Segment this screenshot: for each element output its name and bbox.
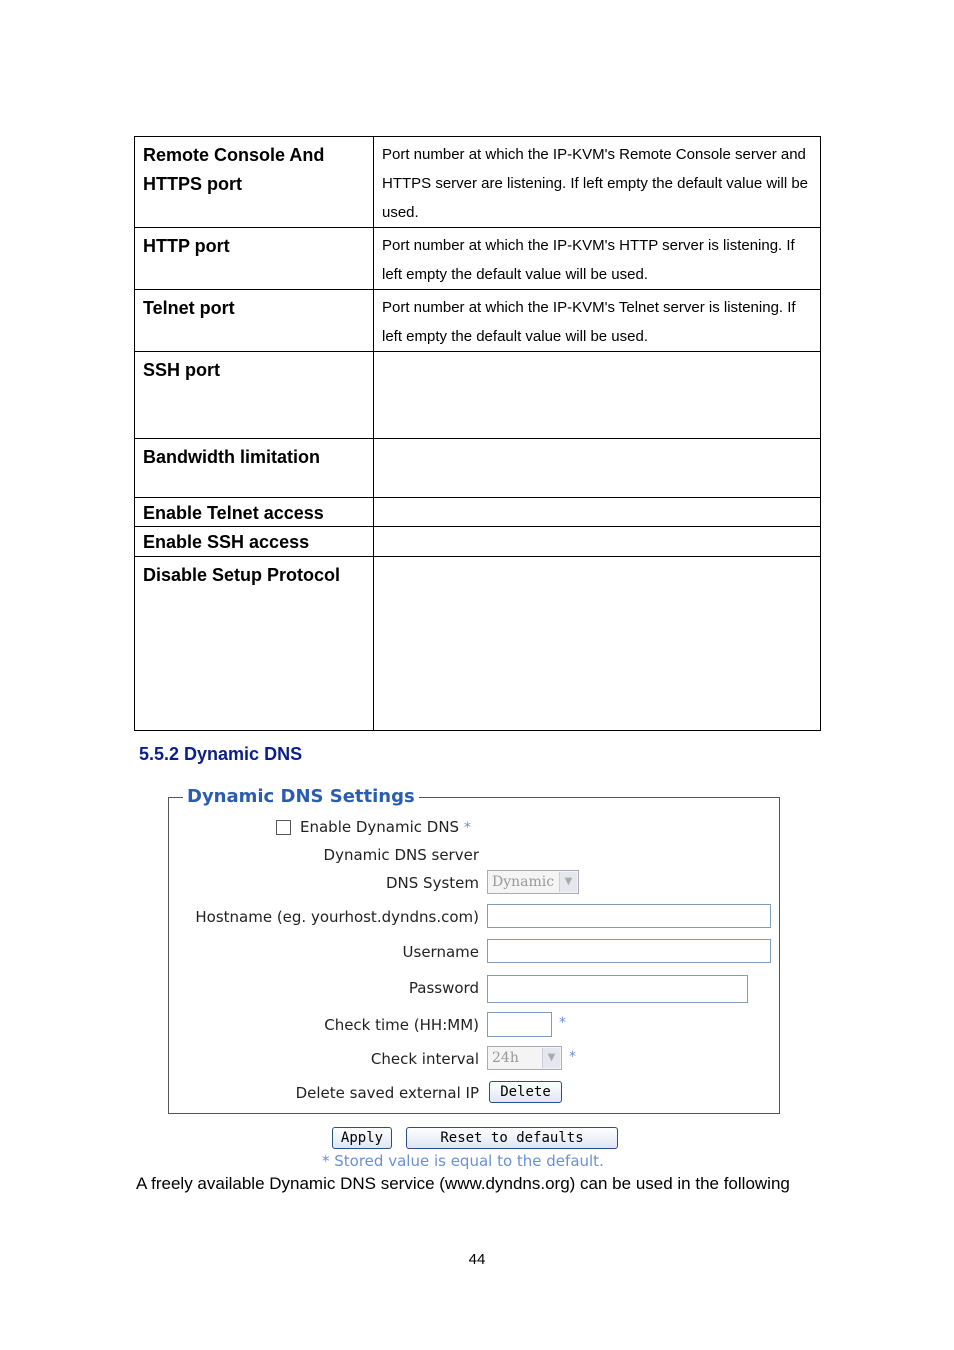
username-row: [169, 939, 779, 965]
chevron-down-icon: ▼: [559, 872, 577, 892]
row-name: SSH port: [135, 352, 374, 439]
username-label: Username: [402, 943, 479, 961]
row-description: Port number at which the IP-KVM's HTTP server is listening. If left empty the default value will be used.: [374, 228, 821, 290]
row-name: HTTP port: [135, 228, 374, 290]
page-number: 44: [468, 1251, 486, 1268]
delete-row: [169, 1080, 779, 1106]
table-row: [135, 527, 821, 557]
required-marker: *: [569, 1049, 576, 1065]
dns-system-select[interactable]: [487, 870, 579, 894]
system-row: [169, 870, 779, 896]
section-heading: 5.5.2 Dynamic DNS: [139, 744, 303, 764]
dns-system-label: DNS System: [386, 874, 479, 892]
hostname-row: [169, 904, 779, 930]
dns-system-value: Dynamic: [492, 874, 555, 890]
table-row: [135, 557, 821, 731]
password-row: [169, 975, 779, 1001]
check-interval-row: [169, 1046, 779, 1072]
enable-dynamic-dns-checkbox[interactable]: [276, 820, 291, 835]
table-row: [135, 439, 821, 498]
table-row: [135, 290, 821, 352]
hostname-label: Hostname (eg. yourhost.dyndns.com): [195, 908, 479, 926]
row-name: Telnet port: [135, 290, 374, 352]
check-interval-select[interactable]: [487, 1046, 562, 1070]
apply-button[interactable]: Apply: [332, 1127, 392, 1149]
check-time-row: [169, 1012, 779, 1038]
row-name: Bandwidth limitation: [135, 439, 374, 498]
settings-legend: Dynamic DNS Settings: [183, 787, 419, 807]
row-description: [374, 557, 821, 731]
row-description: [374, 439, 821, 498]
password-label: Password: [408, 979, 479, 997]
row-description: [374, 498, 821, 527]
enable-label-text: Enable Dynamic DNS: [300, 818, 460, 836]
delete-ip-label: Delete saved external IP: [295, 1084, 479, 1102]
row-name: Disable Setup Protocol: [135, 557, 374, 731]
check-time-label: Check time (HH:MM): [324, 1016, 479, 1034]
enable-dynamic-dns-label: [300, 814, 471, 841]
delete-button[interactable]: Delete: [489, 1081, 562, 1103]
table-row: [135, 498, 821, 527]
check-time-input[interactable]: [487, 1012, 552, 1037]
row-description: [374, 527, 821, 557]
check-interval-value: 24h: [492, 1050, 519, 1066]
settings-table: [134, 136, 821, 731]
username-input[interactable]: [487, 939, 771, 963]
table-row: [135, 352, 821, 439]
row-name: Enable SSH access: [135, 527, 374, 557]
chevron-down-icon: ▼: [542, 1048, 560, 1068]
dynamic-dns-settings: [168, 786, 780, 1114]
row-description: [374, 352, 821, 439]
row-name: Enable Telnet access: [135, 498, 374, 527]
table-row: [135, 137, 821, 228]
password-input[interactable]: [487, 975, 748, 1003]
row-description: Port number at which the IP-KVM's Remote Console server and HTTPS server are listening. If left empty the default value will be used.: [374, 137, 821, 228]
enable-row: [169, 814, 779, 840]
server-row: [169, 842, 779, 868]
row-name: Remote Console And HTTPS port: [135, 137, 374, 228]
required-marker: *: [463, 820, 471, 836]
default-value-note: * Stored value is equal to the default.: [322, 1152, 604, 1170]
required-marker: *: [559, 1015, 566, 1031]
check-interval-label: Check interval: [370, 1050, 479, 1068]
dns-server-label: Dynamic DNS server: [323, 846, 479, 864]
hostname-input[interactable]: [487, 904, 771, 928]
body-paragraph: A freely available Dynamic DNS service (www.dyndns.org) can be used in the following: [136, 1174, 790, 1193]
row-description: Port number at which the IP-KVM's Telnet server is listening. If left empty the default value will be used.: [374, 290, 821, 352]
reset-defaults-button[interactable]: Reset to defaults: [406, 1127, 618, 1149]
table-row: [135, 228, 821, 290]
